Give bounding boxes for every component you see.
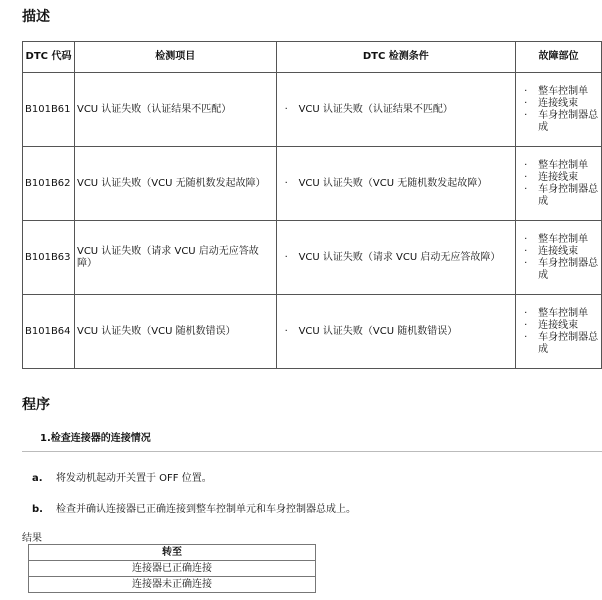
fault-location-item: · 整车控制单 <box>538 308 599 320</box>
table-row <box>23 147 602 221</box>
table-row <box>23 73 602 147</box>
step-a-label: a. <box>32 473 43 484</box>
result-option: 连接器已正确连接 <box>29 561 316 577</box>
header-check-item: 检测项目 <box>74 42 276 73</box>
dtc-code: B101B63 <box>23 221 75 295</box>
step-a <box>32 469 212 484</box>
fault-location-item: · 连接线束 <box>538 246 599 258</box>
dtc-table <box>22 41 602 369</box>
check-item: VCU 认证失败（认证结果不匹配） <box>74 73 276 147</box>
check-item: VCU 认证失败（VCU 无随机数发起故障） <box>74 147 276 221</box>
dtc-code: B101B64 <box>23 295 75 369</box>
fault-location-item: · 车身控制器总成 <box>538 332 599 356</box>
detect-condition <box>276 295 516 369</box>
fault-location <box>516 295 602 369</box>
header-dtc-code: DTC 代码 <box>23 42 75 73</box>
fault-location <box>516 73 602 147</box>
dtc-code: B101B62 <box>23 147 75 221</box>
fault-location-item: · 整车控制单 <box>538 86 599 98</box>
step-b-text: 检查并确认连接器已正确连接到整车控制单元和车身控制器总成上。 <box>56 504 356 515</box>
detect-condition <box>276 221 516 295</box>
table-row <box>23 295 602 369</box>
fault-location-item: · 整车控制单 <box>538 160 599 172</box>
table-row <box>29 561 316 577</box>
fault-location-item: · 整车控制单 <box>538 234 599 246</box>
dtc-code: B101B61 <box>23 73 75 147</box>
condition-bullet: · VCU 认证失败（VCU 随机数错误） <box>299 326 514 338</box>
result-header: 转至 <box>29 545 316 561</box>
procedure-heading: 程序 <box>22 397 50 413</box>
detect-condition <box>276 73 516 147</box>
check-item: VCU 认证失败（VCU 随机数错误） <box>74 295 276 369</box>
step-b-label: b. <box>32 504 43 515</box>
detect-condition <box>276 147 516 221</box>
result-table <box>28 544 316 593</box>
condition-bullet: · VCU 认证失败（VCU 无随机数发起故障） <box>299 178 514 190</box>
fault-location <box>516 147 602 221</box>
step-a-text: 将发动机起动开关置于 OFF 位置。 <box>56 473 212 484</box>
check-item: VCU 认证失败（请求 VCU 启动无应答故障） <box>74 221 276 295</box>
step-b <box>32 500 356 515</box>
result-header-row <box>29 545 316 561</box>
table-row <box>23 221 602 295</box>
condition-bullet: · VCU 认证失败（请求 VCU 启动无应答故障） <box>299 252 514 264</box>
fault-location-item: · 连接线束 <box>538 98 599 110</box>
result-label: 结果 <box>22 533 42 544</box>
fault-location-item: · 车身控制器总成 <box>538 110 599 134</box>
fault-location-item: · 连接线束 <box>538 320 599 332</box>
table-row <box>29 577 316 593</box>
result-option: 连接器未正确连接 <box>29 577 316 593</box>
fault-location-item: · 连接线束 <box>538 172 599 184</box>
fault-location <box>516 221 602 295</box>
header-fault-location: 故障部位 <box>516 42 602 73</box>
dtc-table-header-row <box>23 42 602 73</box>
header-detect-condition: DTC 检测条件 <box>276 42 516 73</box>
fault-location-item: · 车身控制器总成 <box>538 258 599 282</box>
condition-bullet: · VCU 认证失败（认证结果不匹配） <box>299 104 514 116</box>
step-title: 1.检查连接器的连接情况 <box>22 430 602 452</box>
description-heading: 描述 <box>22 9 50 25</box>
fault-location-item: · 车身控制器总成 <box>538 184 599 208</box>
